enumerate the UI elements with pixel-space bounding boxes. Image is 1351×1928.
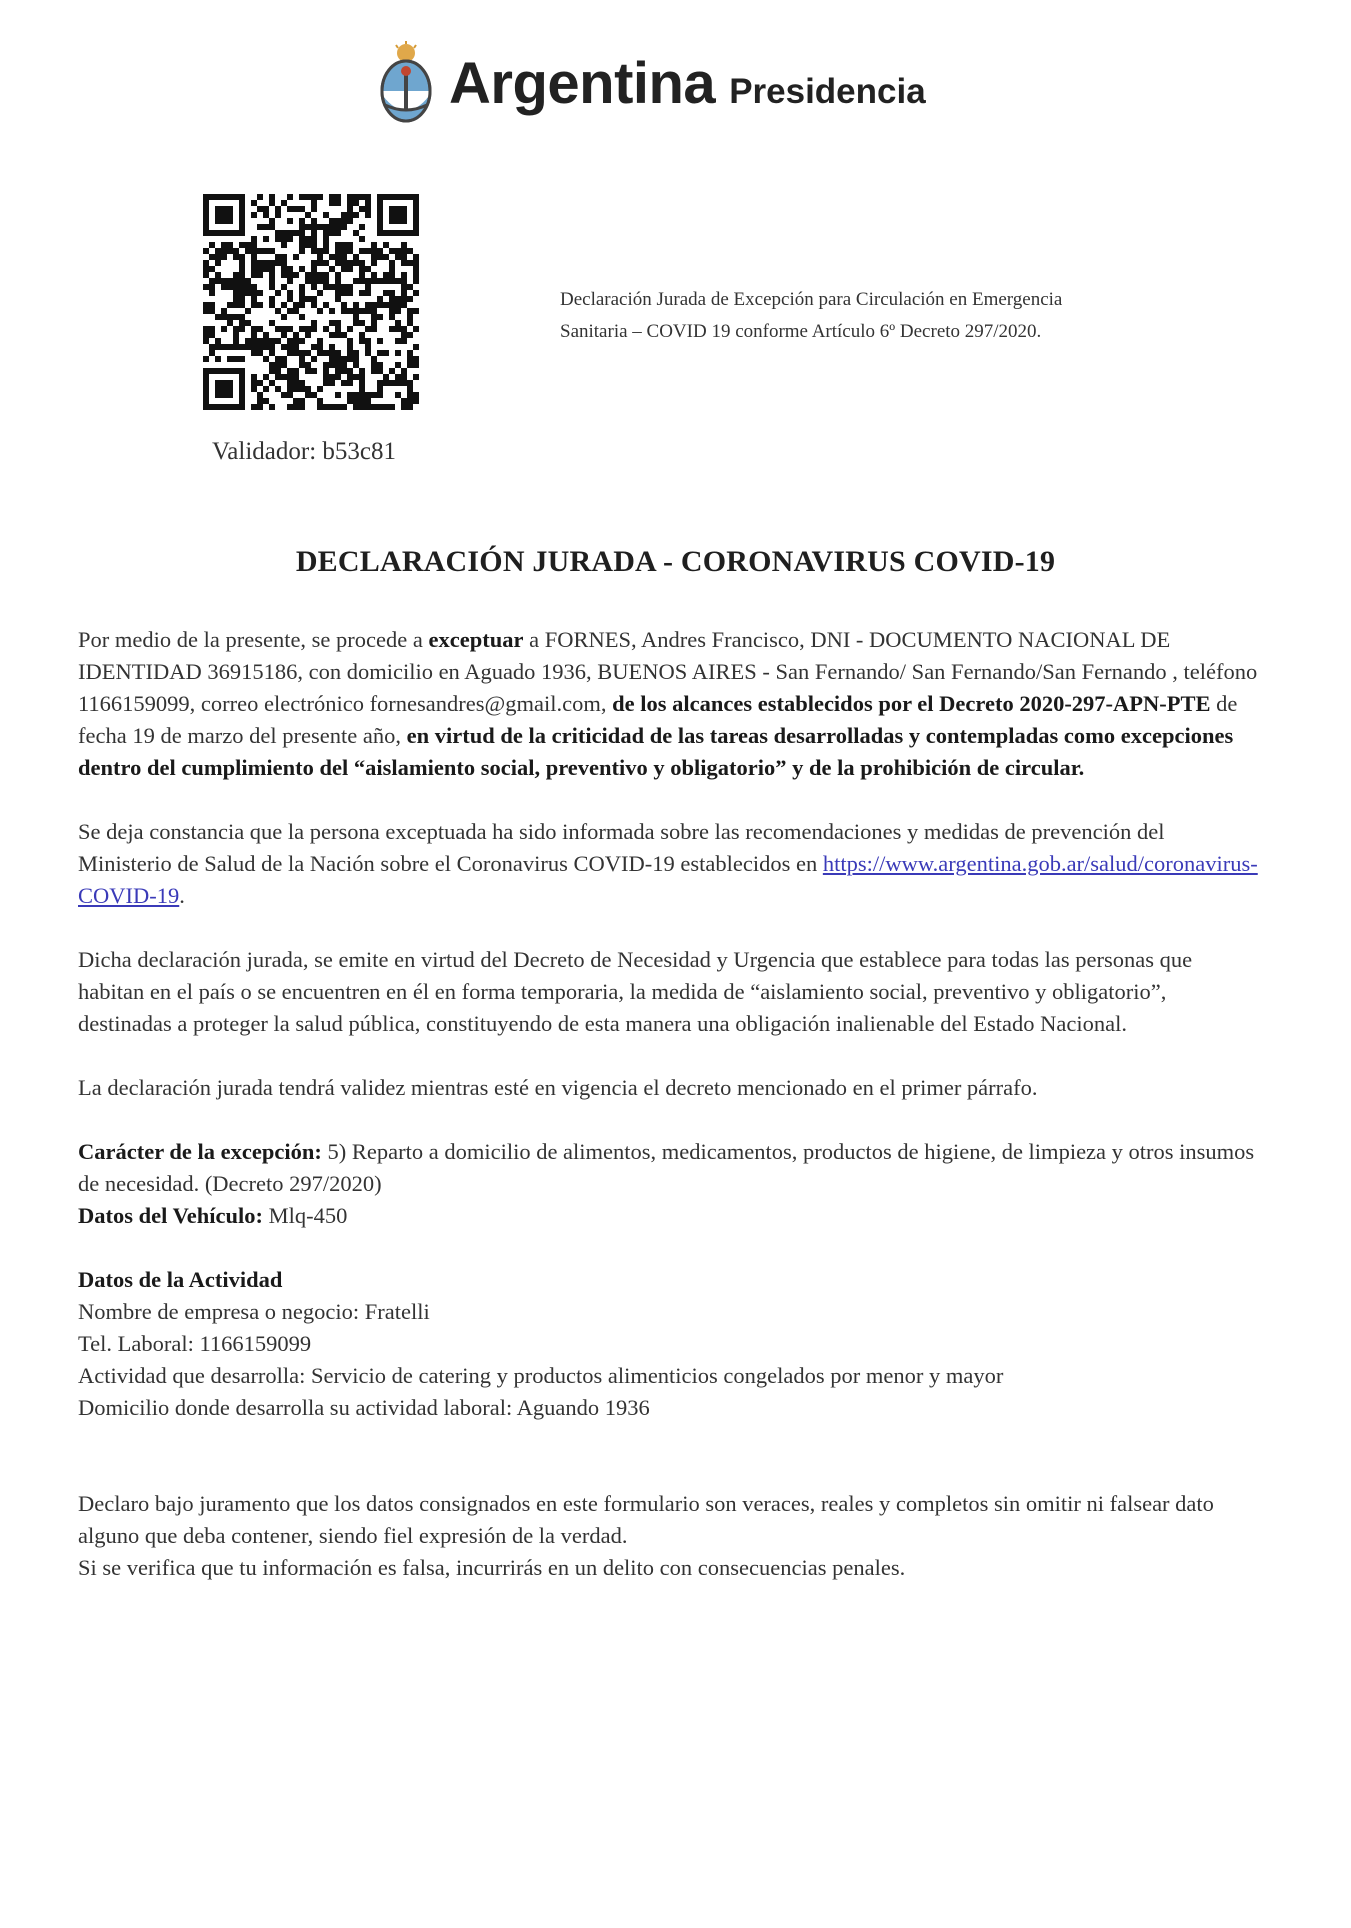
- brand: [449, 50, 926, 117]
- actividad-heading-text: Datos de la Actividad: [78, 1267, 283, 1292]
- excepcion-label: Carácter de la excepción:: [78, 1139, 322, 1164]
- p1-text-c: a FORNES, Andres Francisco, DNI - DOCUMENTO NACIONAL DE IDENTIDAD 36915186, con domicilio en Aguado 1936, BUENOS AIRES - San Fernando/ San Fernando/San Fernando , teléfono 1166159099, correo electrónico fornesandres@gmail.com,: [78, 627, 1258, 716]
- document-title: DECLARACIÓN JURADA - CORONAVIRUS COVID-19: [295, 545, 1056, 578]
- brand-subtitle: Presidencia: [729, 71, 926, 111]
- p2-end: .: [179, 883, 185, 908]
- paragraph-constancia: [78, 816, 1258, 912]
- p2-text: Se deja constancia que la persona exceptuada ha sido informada sobre las recomendaciones y medidas de prevención del Ministerio de Salud de la Nación sobre el Coronavirus COVID-19 establecidos en: [78, 819, 1165, 876]
- brand-title: Argentina: [449, 50, 716, 116]
- paragraph-validez: La declaración jurada tendrá validez mientras esté en vigencia el decreto mencionado en el primer párrafo.: [78, 1075, 1038, 1100]
- actividad-heading: [78, 1264, 1258, 1296]
- p1-bold-decreto: de los alcances establecidos por el Decreto 2020-297-APN-PTE: [612, 691, 1211, 716]
- header: [375, 38, 926, 128]
- actividad-tel: Tel. Laboral: 1166159099: [78, 1331, 312, 1356]
- p1-bold-virtud: en virtud de la criticidad de las tareas desarrolladas y contempladas como excepciones dentro del cumplimiento del “aislamiento social, preventivo y obligatorio” y de la prohibición de circular.: [78, 723, 1234, 780]
- advertencia-penal: Si se verifica que tu información es falsa, incurrirás en un delito con consecuencias penales.: [78, 1555, 906, 1580]
- document-subtitle: [560, 284, 1200, 348]
- subtitle-line-2: Sanitaria – COVID 19 conforme Artículo 6º Decreto 297/2020.: [560, 321, 1042, 342]
- paragraph-decreto: Dicha declaración jurada, se emite en virtud del Decreto de Necesidad y Urgencia que establece para todas las personas que habitan en el país o se encuentren en él en forma temporaria, la medida de “aislamiento social, preventivo y obligatorio”, destinadas a proteger la salud pública, constituyendo de esta manera una obligación inalienable del Estado Nacional.: [78, 947, 1193, 1036]
- validador-code: Validador: b53c81: [212, 438, 396, 465]
- subtitle-line-1: Declaración Jurada de Excepción para Circulación en Emergencia: [560, 289, 1063, 310]
- document-body: [78, 624, 1258, 1584]
- datos-vehiculo: [78, 1200, 1258, 1232]
- declaro-juramento: Declaro bajo juramento que los datos consignados en este formulario son veraces, reales y completos sin omitir ni falsear dato alguno que deba contener, siendo fiel expresión de la verdad.: [78, 1491, 1214, 1548]
- p1-text-a: Por medio de la presente, se procede a: [78, 627, 429, 652]
- vehiculo-value: Mlq-450: [263, 1203, 348, 1228]
- actividad-domicilio: Domicilio donde desarrolla su actividad laboral: Aguando 1936: [78, 1395, 650, 1420]
- caracter-excepcion: [78, 1136, 1258, 1200]
- actividad-descripcion: Actividad que desarrolla: Servicio de catering y productos alimenticios congelados por menor y mayor: [78, 1363, 1004, 1388]
- p1-bold-exceptuar: exceptuar: [428, 627, 524, 652]
- vehiculo-label: Datos del Vehículo:: [78, 1203, 264, 1228]
- excepcion-value: 5) Reparto a domicilio de alimentos, medicamentos, productos de higiene, de limpieza y otros insumos de necesidad. (Decreto 297/2020): [78, 1139, 1255, 1196]
- paragraph-exception: [78, 624, 1258, 784]
- covid-info-link[interactable]: https://www.argentina.gob.ar/salud/coronavirus-COVID-19: [78, 851, 1258, 908]
- qr-code: [203, 194, 419, 410]
- actividad-empresa: Nombre de empresa o negocio: Fratelli: [78, 1299, 430, 1324]
- p1-text-e: de fecha 19 de marzo del presente año,: [78, 691, 1238, 748]
- argentina-seal-icon: [375, 41, 437, 125]
